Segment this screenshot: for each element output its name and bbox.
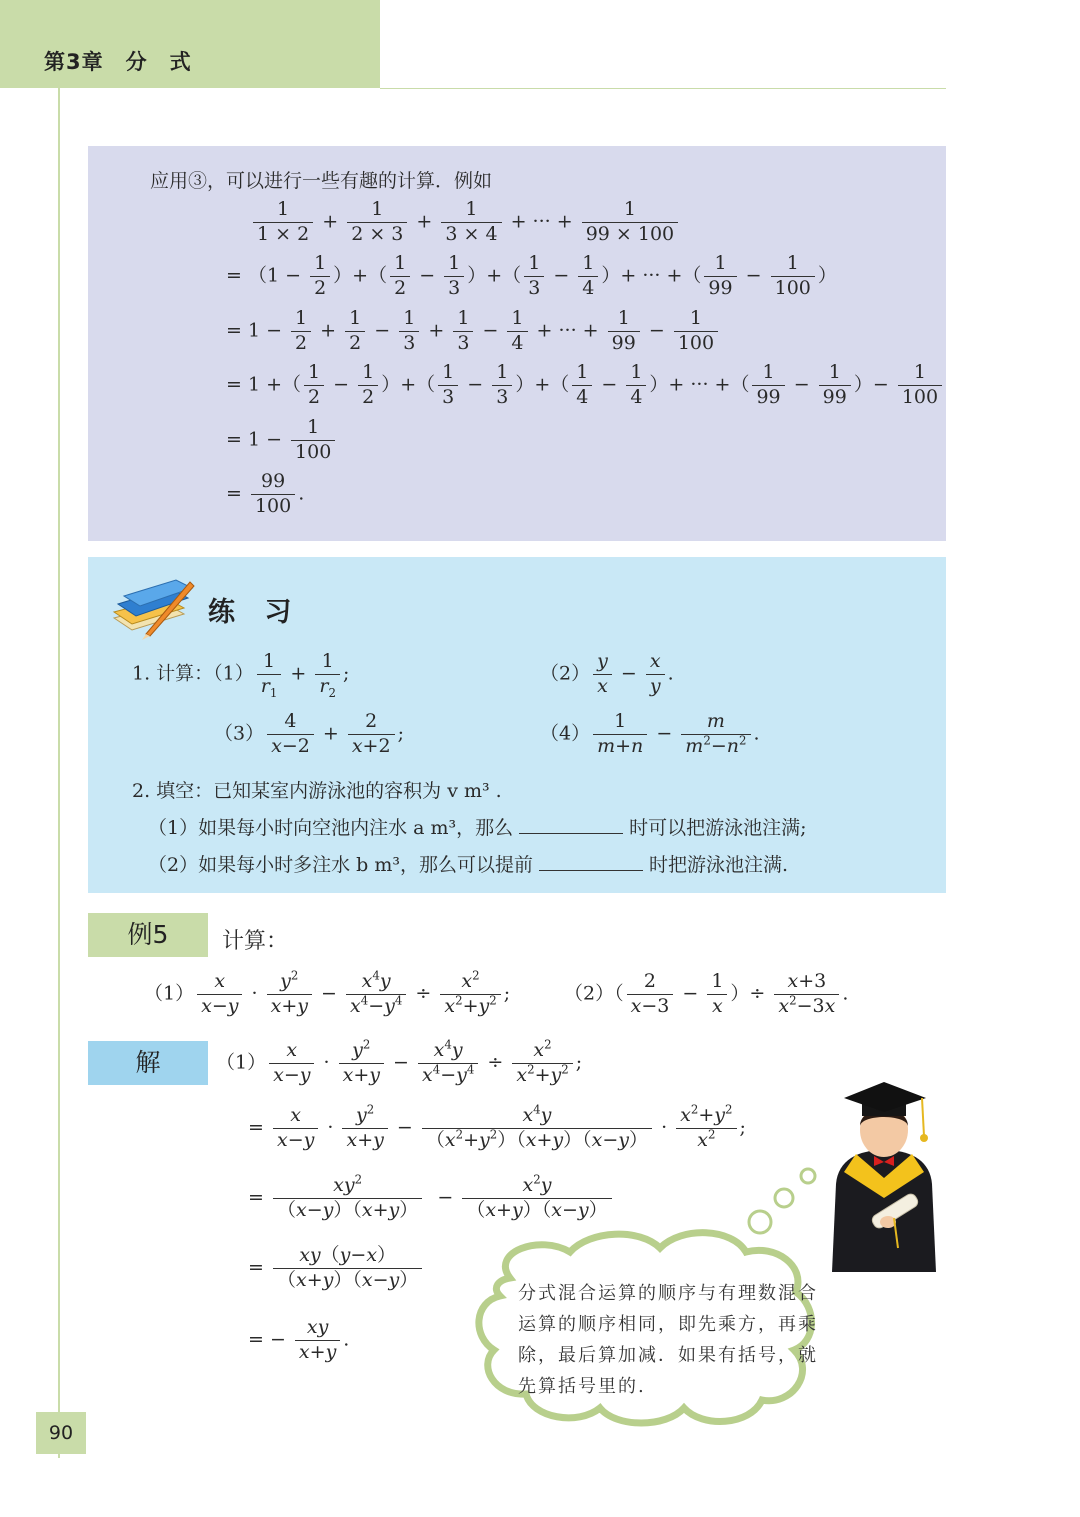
solution-line-2: = $\frac{x}{x-y}$ · $\frac{y^2}{x+y}$ − $\frac{x^4y}{(x^2+y^2)(x+y)(x-y)}$ · $\frac{x^2+y^2}{x^2}$ ; <box>248 1102 746 1151</box>
graduate-student-illustration <box>828 1076 940 1272</box>
page-number: 90 <box>36 1412 86 1454</box>
example-label: 例5 <box>88 913 208 957</box>
solution-label: 解 <box>88 1041 208 1085</box>
practice-q1-4: （4） $\frac{1}{m+n}$ − $\frac{m}{m^2-n^2}$ . <box>540 710 760 757</box>
sum-line-2: = （1 − $\frac{1}{2}$ ）+（ $\frac{1}{2}$ − $\frac{1}{3}$ ）+（ $\frac{1}{3}$ − $\frac{1}{4}$ ）+ ··· +（ $\frac{1}{99}$ − $\frac{1}{100}$ ） <box>226 252 837 299</box>
practice-title: 练 习 <box>208 597 302 628</box>
solution-line-3: = $\frac{xy^2}{(x-y)(x+y)}$ − $\frac{x^2y}{(x+y)(x-y)}$ <box>248 1176 615 1221</box>
practice-q2-part2 <box>148 850 788 877</box>
practice-q1-label: 1. 计算： <box>132 662 214 685</box>
sum-line-3: = 1 − $\frac{1}{2}$ + $\frac{1}{2}$ − $\frac{1}{3}$ + $\frac{1}{3}$ − $\frac{1}{4}$ + ··· + $\frac{1}{99}$ − $\frac{1}{100}$ <box>226 309 721 354</box>
answer-blank-1[interactable] <box>519 815 623 834</box>
example-problem-1: （1） $\frac{x}{x-y}$ · $\frac{y^2}{x+y}$ − $\frac{x^4y}{x^4-y^4}$ ÷ $\frac{x^2}{x^2+y^2}$ ; <box>144 968 511 1017</box>
solution-line-1: （1） $\frac{x}{x-y}$ · $\frac{y^2}{x+y}$ − $\frac{x^4y}{x^4-y^4}$ ÷ $\frac{x^2}{x^2+y^2}$ ; <box>216 1037 583 1086</box>
left-margin-rule <box>58 88 60 1458</box>
example-problem-2: （2）（ $\frac{2}{x-3}$ − $\frac{1}{x}$ ）÷ $\frac{x+3}{x^2-3x}$ . <box>564 970 849 1017</box>
chapter-title: 第3章 分 式 <box>44 50 192 74</box>
practice-q1-2: （2） $\frac{y}{x}$ − $\frac{x}{y}$ . <box>540 650 674 697</box>
practice-q2: 2. 填空：已知某室内游泳池的容积为 v m³ . <box>132 780 502 802</box>
practice-q1-3: （3） $\frac{4}{x-2}$ + $\frac{2}{x+2}$ ; <box>214 710 404 757</box>
practice-q1-1: 1. 计算：（1） $\frac{1}{r_1}$ + $\frac{1}{r_2}$ ; <box>132 650 350 700</box>
sum-line-6: = $\frac{99}{100}$ . <box>226 470 305 517</box>
sum-line-4: = 1 +（ $\frac{1}{2}$ − $\frac{1}{2}$ ）+（ $\frac{1}{3}$ − $\frac{1}{3}$ ）+（ $\frac{1}{4}$ − $\frac{1}{4}$ ）+ ··· +（ $\frac{1}{99}$ − $\frac{1}{99}$ ）− $\frac{1}{100}$ <box>226 363 945 408</box>
solution-line-4: = $\frac{xy(y-x)}{(x+y)(x-y)}$ <box>248 1246 425 1291</box>
answer-blank-2[interactable] <box>539 852 643 871</box>
q2-part2-text-b: 时把游泳池注满. <box>648 854 789 876</box>
sum-line-1: $\frac{1}{1 \times 2}$ + $\frac{1}{2 \times 3}$ + $\frac{1}{3 \times 4}$ + ··· + $\frac{1}{99 \times 100}$ <box>250 200 681 245</box>
sum-line-5: = 1 − $\frac{1}{100}$ <box>226 418 338 463</box>
books-pencil-icon <box>108 574 196 640</box>
example-prompt: 计算： <box>222 929 289 954</box>
bubble-text: 分式混合运算的顺序与有理数混合运算的顺序相同，即先乘方，再乘除，最后算加减．如果有括号，就先算括号里的. <box>518 1283 818 1397</box>
solution-line-5: = − $\frac{xy}{x+y}$ . <box>248 1316 350 1363</box>
q2-part1-text-a: （1）如果每小时向空池内注水 a m³，那么 <box>148 817 514 839</box>
q2-part2-text-a: （2）如果每小时多注水 b m³，那么可以提前 <box>148 854 533 876</box>
practice-q2-part1 <box>148 813 807 840</box>
header-rule <box>380 88 946 89</box>
intro-text: 应用③，可以进行一些有趣的计算．例如 <box>150 170 493 192</box>
q2-part1-text-b: 时可以把游泳池注满; <box>629 817 807 839</box>
